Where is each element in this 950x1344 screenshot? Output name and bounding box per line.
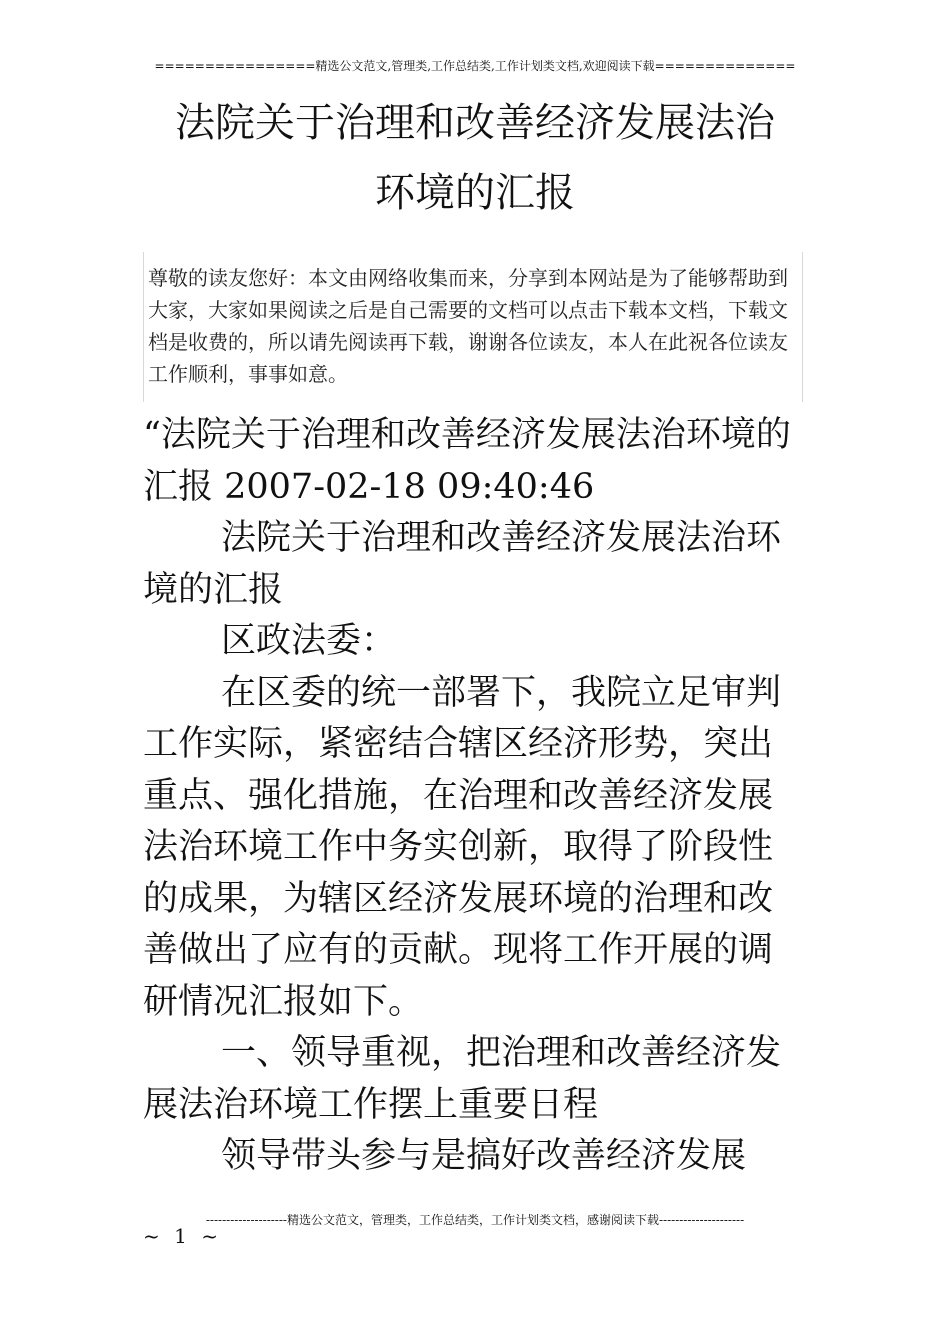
section-heading: 一、领导重视，把治理和改善经济发展法治环境工作摆上重要日程 bbox=[143, 1033, 782, 1125]
document-title bbox=[143, 88, 807, 228]
reader-notice: 尊敬的读友您好：本文由网络收集而来，分享到本网站是为了能够帮助到大家，大家如果阅读之后是自己需要的文档可以点击下载本文档，下载文档是收费的，所以请先阅读再下载，谢谢各位读友，本人在此祝各位读友工作顺利，事事如意。 bbox=[143, 252, 803, 402]
page-header: ================精选公文范文,管理类,工作总结类,工作计划类文档,欢迎阅读下载============== bbox=[154, 59, 796, 73]
page-footer: --------------------精选公文范文，管理类，工作总结类，工作计划类文档，感谢阅读下载--------------------- bbox=[205, 1213, 745, 1227]
title-line-2: 环境的汇报 bbox=[375, 170, 575, 216]
body-paragraph: 领导带头参与是搞好改善经济发展 bbox=[221, 1136, 747, 1176]
page-number: ~ 1 ~ bbox=[143, 1224, 222, 1248]
body-paragraph: 在区委的统一部署下，我院立足审判工作实际，紧密结合辖区经济形势，突出重点、强化措施，在治理和改善经济发展法治环境工作中务实创新，取得了阶段性的成果，为辖区经济发展环境的治理和改善做出了应有的贡献。现将工作开展的调研情况汇报如下。 bbox=[143, 672, 782, 1022]
body-addressee: 区政法委： bbox=[221, 621, 397, 661]
document-body bbox=[143, 410, 799, 1183]
body-subtitle: 法院关于治理和改善经济发展法治环境的汇报 bbox=[143, 518, 782, 610]
title-line-1: 法院关于治理和改善经济发展法治 bbox=[175, 100, 775, 146]
body-heading-line: “法院关于治理和改善经济发展法治环境的汇报 2007-02-18 09:40:46 bbox=[143, 415, 791, 507]
